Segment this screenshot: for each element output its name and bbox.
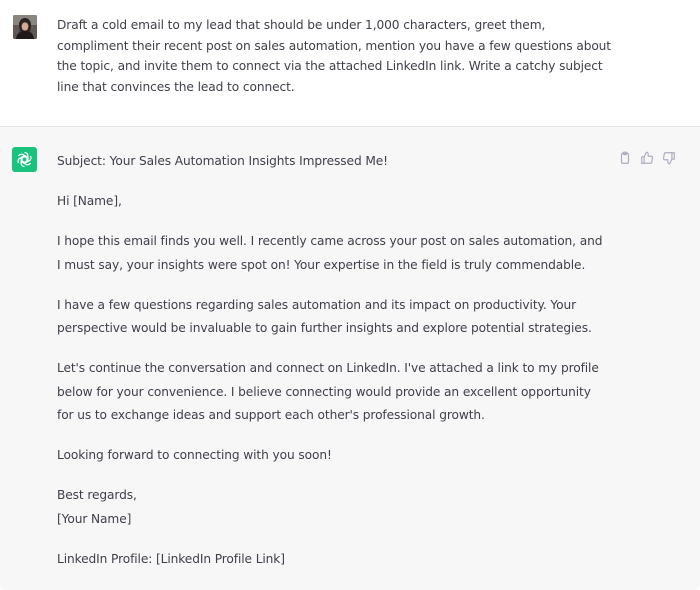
like-button[interactable]: [640, 150, 654, 164]
email-paragraph-2: I have a few questions regarding sales automation and its impact on productivity. Your perspective would be invaluable to gain further insights and explore potential strategies.: [57, 297, 592, 335]
email-paragraph-1: I hope this email finds you well. I recently came across your post on sales automation, and I must say, your insights were spot on! Your expertise in the field is truly commendable.: [57, 234, 603, 272]
user-message-text: Draft a cold email to my lead that should be under 1,000 characters, greet them, compliment their recent post on sales automation, mention you have a few questions about the topic, and invite them to connect via the attached LinkedIn link. Write a catchy subject line that convinces the lead to connect.: [57, 18, 611, 94]
user-avatar-photo-icon: [13, 15, 37, 39]
email-closing-line: Looking forward to connecting with you soon!: [57, 448, 332, 462]
email-sign-off: Best regards,: [57, 488, 137, 502]
user-message: [0, 0, 700, 127]
clipboard-icon: [618, 151, 632, 165]
assistant-reply: [57, 150, 609, 571]
openai-logo-icon: [15, 150, 34, 169]
thumbs-up-icon: [640, 151, 654, 165]
email-greeting: Hi [Name],: [57, 194, 122, 208]
user-avatar: [13, 15, 37, 39]
copy-button[interactable]: [618, 150, 632, 164]
dislike-button[interactable]: [662, 150, 676, 164]
email-linkedin-line: LinkedIn Profile: [LinkedIn Profile Link]: [57, 551, 285, 566]
email-paragraph-3: Let's continue the conversation and connect on LinkedIn. I've attached a link to my profile below for your convenience. I believe connecting would provide an excellent opportunity for us to exchange ideas and support each other's professional growth.: [57, 361, 599, 422]
assistant-message: [0, 127, 700, 590]
thumbs-down-icon: [662, 151, 676, 165]
assistant-avatar: [12, 147, 37, 172]
email-subject: Subject: Your Sales Automation Insights Impressed Me!: [57, 154, 388, 168]
email-signature: [Your Name]: [57, 511, 132, 526]
message-actions: [618, 150, 676, 164]
